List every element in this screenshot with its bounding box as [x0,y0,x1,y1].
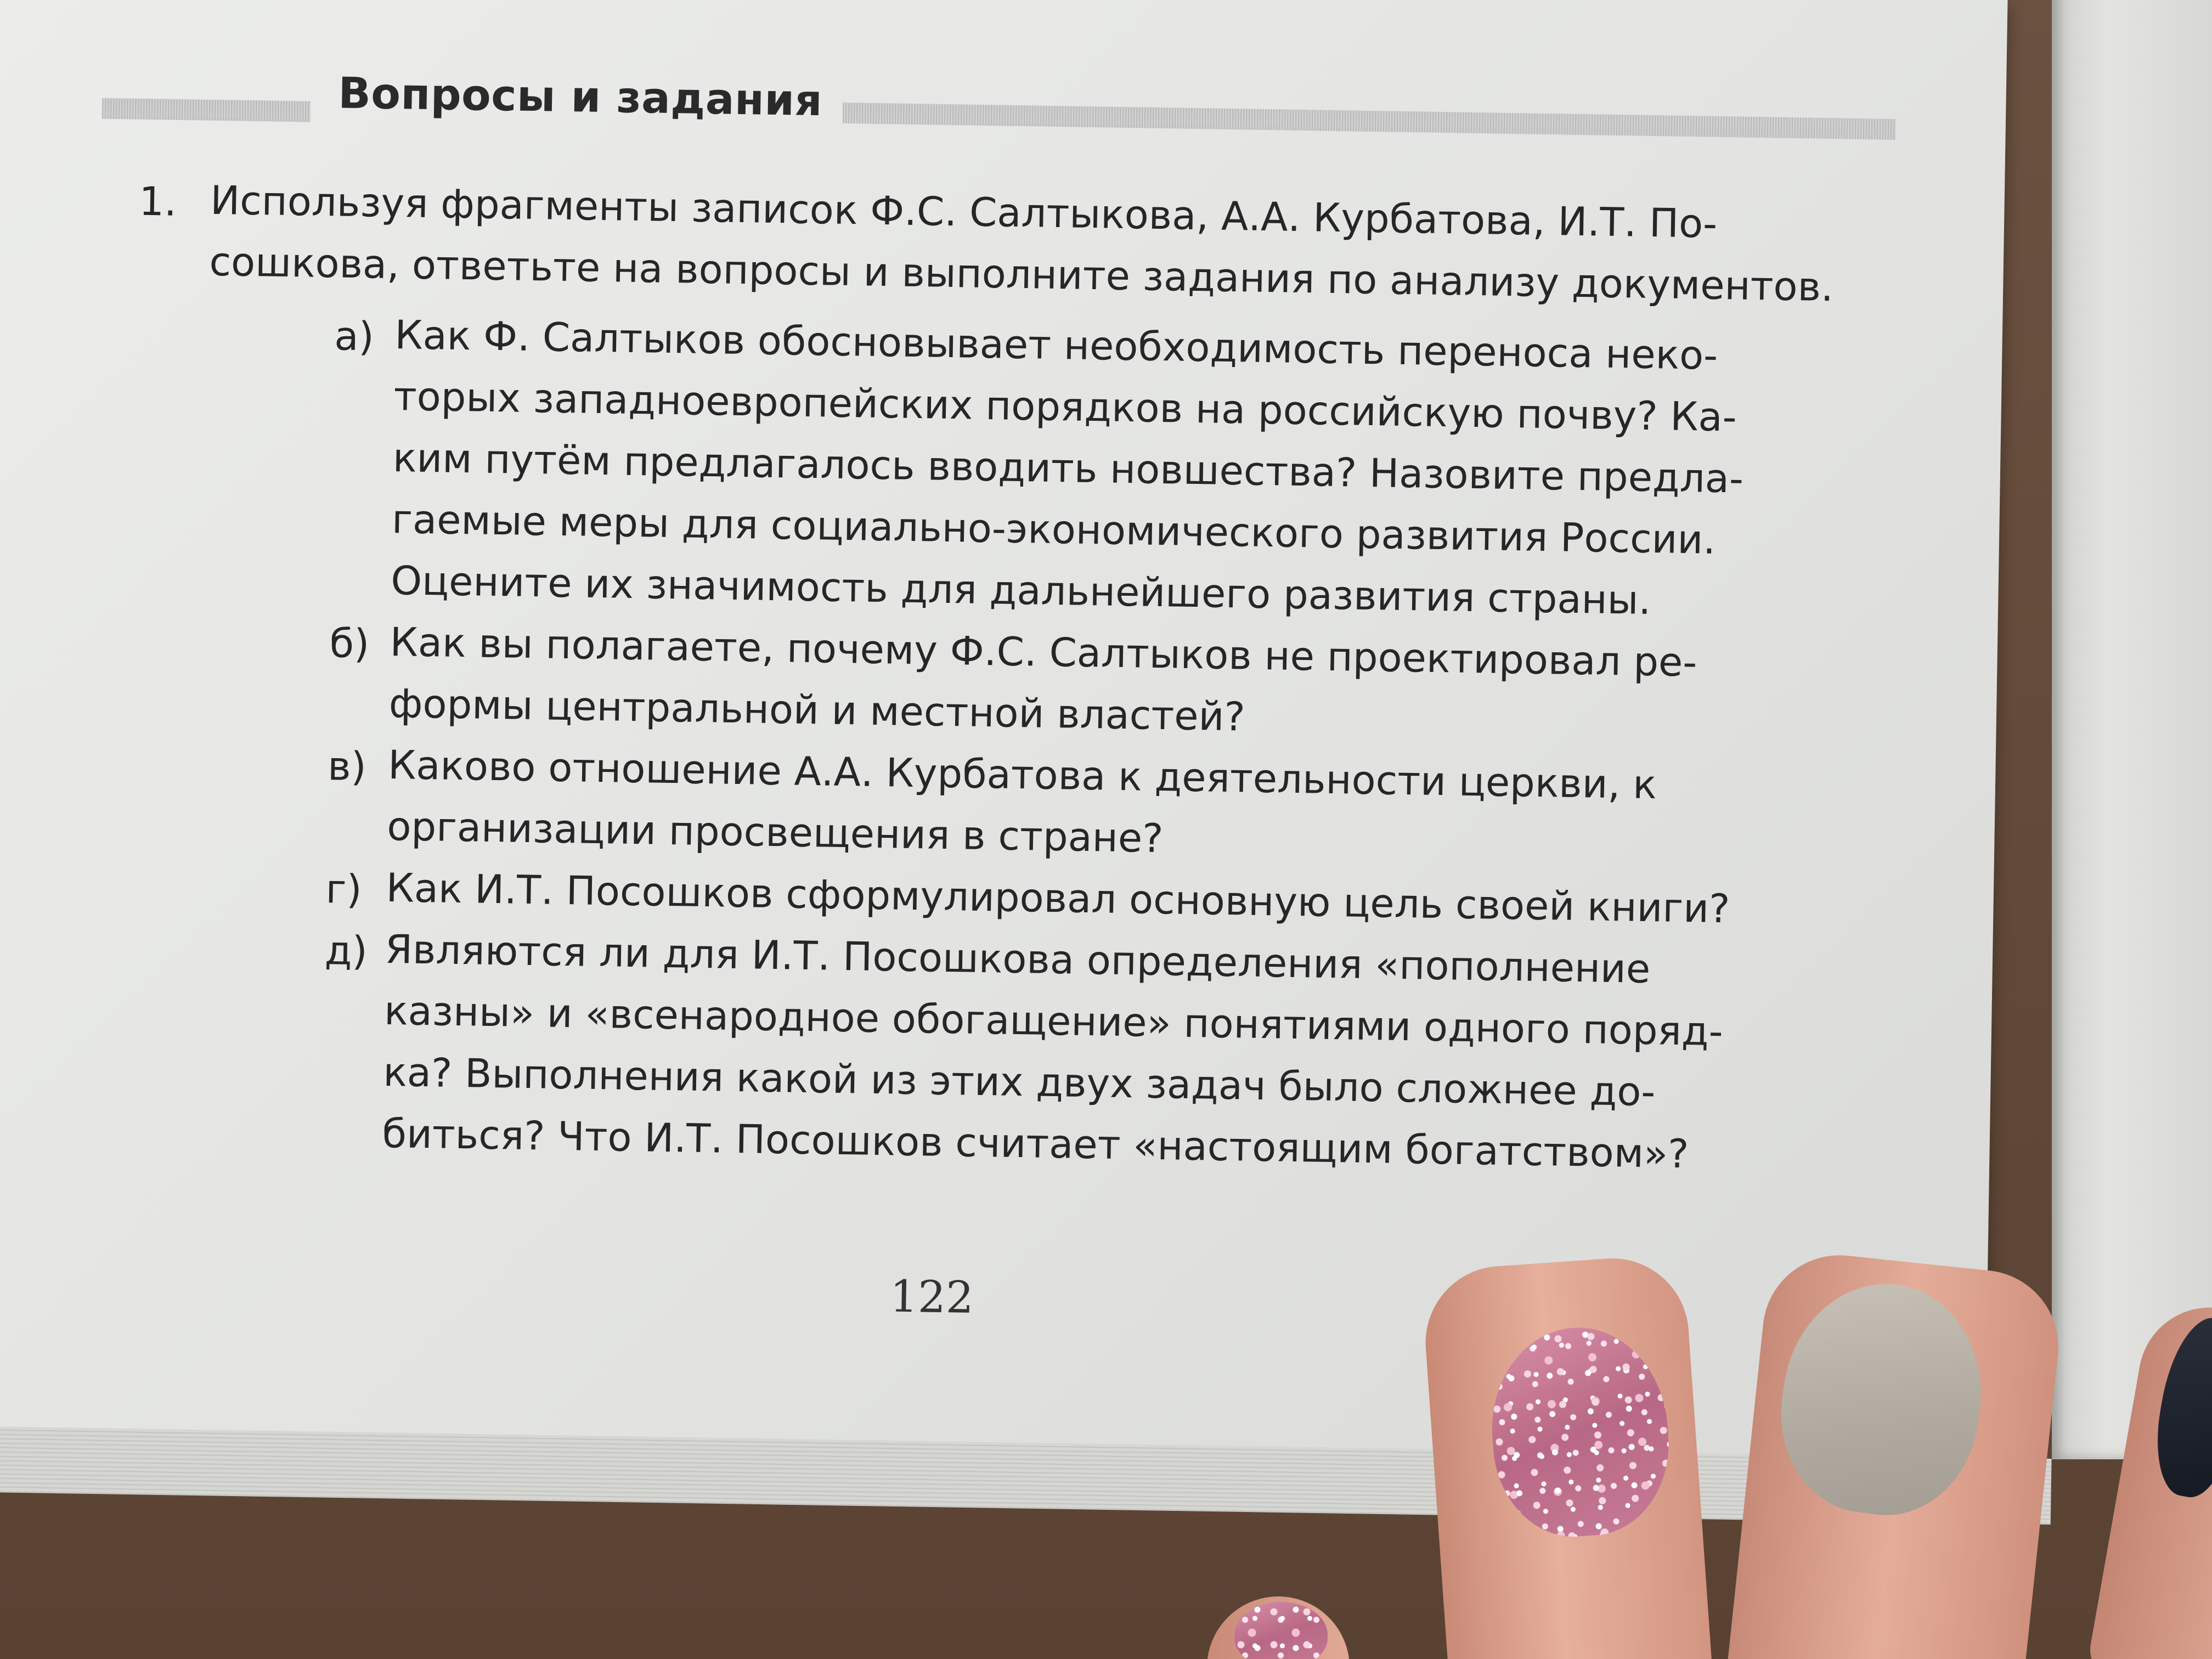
item-line: ким путём предлагалось вводить новшества? Назовите предла- [392,434,1744,502]
question-text [209,170,1835,318]
item-line: Как Ф. Салтыков обосновывает необходимость переноса неко- [394,312,1718,379]
page-number: 122 [889,1271,974,1323]
bleed-through-text [471,0,482,13]
item-g-marker: г) [325,866,363,913]
item-line: Являются ли для И.Т. Посошкова определения «пополнение [385,926,1651,992]
heading-rule-left [102,98,311,122]
item-line: биться? Что И.Т. Посошков считает «настоящим богатством»? [382,1110,1689,1177]
item-line: торых западноевропейских порядков на российскую почву? Ка- [393,373,1737,441]
item-v-marker: в) [327,743,367,790]
item-b-text [388,611,1697,754]
adjacent-page [2052,0,2212,1459]
item-line: ка? Выполнения какой из этих двух задач было сложнее до- [382,1048,1656,1115]
question-line: Используя фрагменты записок Ф.С. Салтыкова, А.А. Курбатова, И.Т. По- [210,177,1718,247]
item-d-text [382,918,1724,1185]
item-line: Как И.Т. Посошков сформулировал основную цель своей книги? [386,864,1730,932]
item-line: казны» и «всенародное обогащение» понятиями одного поряд- [383,987,1724,1055]
item-line: Каково отношение А.А. Курбатова к деятельности церкви, к [387,741,1657,808]
item-a-marker: а) [334,313,375,360]
item-b-marker: б) [329,620,370,667]
question-line: сошкова, ответьте на вопросы и выполните задания по анализу документов. [208,238,1834,311]
item-line: организации просвещения в стране? [386,803,1164,862]
item-v-text [387,734,1657,877]
section-heading: Вопросы и задания [337,69,823,126]
item-line: Как вы полагаете, почему Ф.С. Салтыков не проектировал ре- [390,618,1697,686]
heading-rule-right [843,103,1896,140]
item-d-marker: д) [324,927,368,974]
item-line: формы центральной и местной властей? [388,680,1246,740]
question-number: 1. [138,178,177,225]
item-line: Оцените их значимость для дальнейшего развития страны. [390,557,1652,624]
item-line: гаемые меры для социально-экономического развития России. [391,495,1716,563]
item-a-text [391,304,1746,633]
